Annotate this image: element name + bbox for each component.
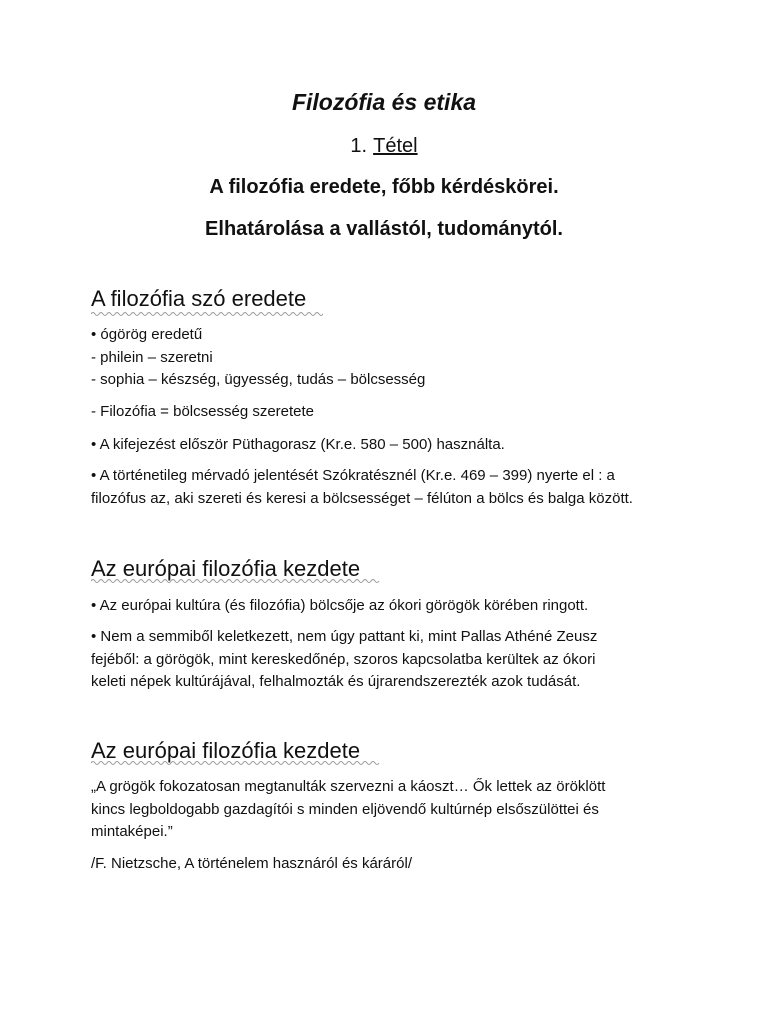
paragraph-1-4 (91, 465, 691, 510)
section-heading-2: Az európai filozófia kezdete (91, 556, 361, 581)
subtitle-line-1: A filozófia eredete, főbb kérdéskörei. (209, 176, 559, 198)
subtitle-line-2: Elhatárolása a vallástól, tudománytól. (205, 218, 563, 240)
text-line: filozófus az, aki szereti és keresi a bölcsességet – félúton a bölcs és balga között. (91, 489, 633, 507)
spellcheck-underline-1 (91, 311, 323, 317)
paragraph-2-1 (91, 595, 691, 618)
spellcheck-underline-3 (91, 760, 381, 766)
paragraph-2-2 (91, 626, 691, 694)
section-heading-1: A filozófia szó eredete (91, 286, 307, 311)
spellcheck-underline-2 (91, 578, 381, 584)
tetel-line (0, 131, 768, 161)
text-line: kincs legboldogabb gazdagítói s minden eljövendő kultúrnép elsőszülöttei és (91, 800, 599, 818)
section-heading-3: Az európai filozófia kezdete (91, 738, 361, 763)
text-line: - Filozófia = bölcsesség szeretete (91, 403, 315, 420)
paragraph-1-3 (91, 434, 691, 457)
text-line: • Nem a semmiből keletkezett, nem úgy pattant ki, mint Pallas Athéné Zeusz (91, 628, 598, 645)
quote-source (91, 853, 691, 876)
text-line: • Az európai kultúra (és filozófia) bölcsője az ókori görögök körében ringott. (91, 597, 589, 614)
text-line: keleti népek kultúrájával, felhalmozták és újrarendszerezték azok tudását. (91, 673, 581, 690)
text-line: - sophia – készség, ügyesség, tudás – bölcsesség (91, 371, 426, 388)
document-title: Filozófia és etika (291, 89, 477, 115)
text-line: fejéből: a görögök, mint kereskedőnép, szoros kapcsolatba kerültek az ókori (91, 650, 596, 668)
quote-paragraph (91, 776, 691, 844)
tetel-number: 1. (350, 135, 368, 157)
text-line: /F. Nietzsche, A történelem hasznáról és káráról/ (91, 855, 412, 872)
text-line: - philein – szeretni (91, 348, 213, 366)
text-line: • A kifejezést először Püthagorasz (Kr.e. 580 – 500) használta. (91, 436, 505, 453)
text-line: mintaképei.” (91, 823, 173, 840)
paragraph-1-2 (91, 401, 691, 424)
text-line: • A történetileg mérvadó jelentését Szókratésznél (Kr.e. 469 – 399) nyerte el : a (91, 467, 615, 484)
text-line: „A grögök fokozatosan megtanulták szervezni a káoszt… Ők lettek az öröklött (91, 778, 606, 795)
tetel-word: Tétel (373, 135, 418, 157)
text-line: • ógörög eredetű (91, 326, 203, 343)
paragraph-1-1 (91, 324, 691, 392)
